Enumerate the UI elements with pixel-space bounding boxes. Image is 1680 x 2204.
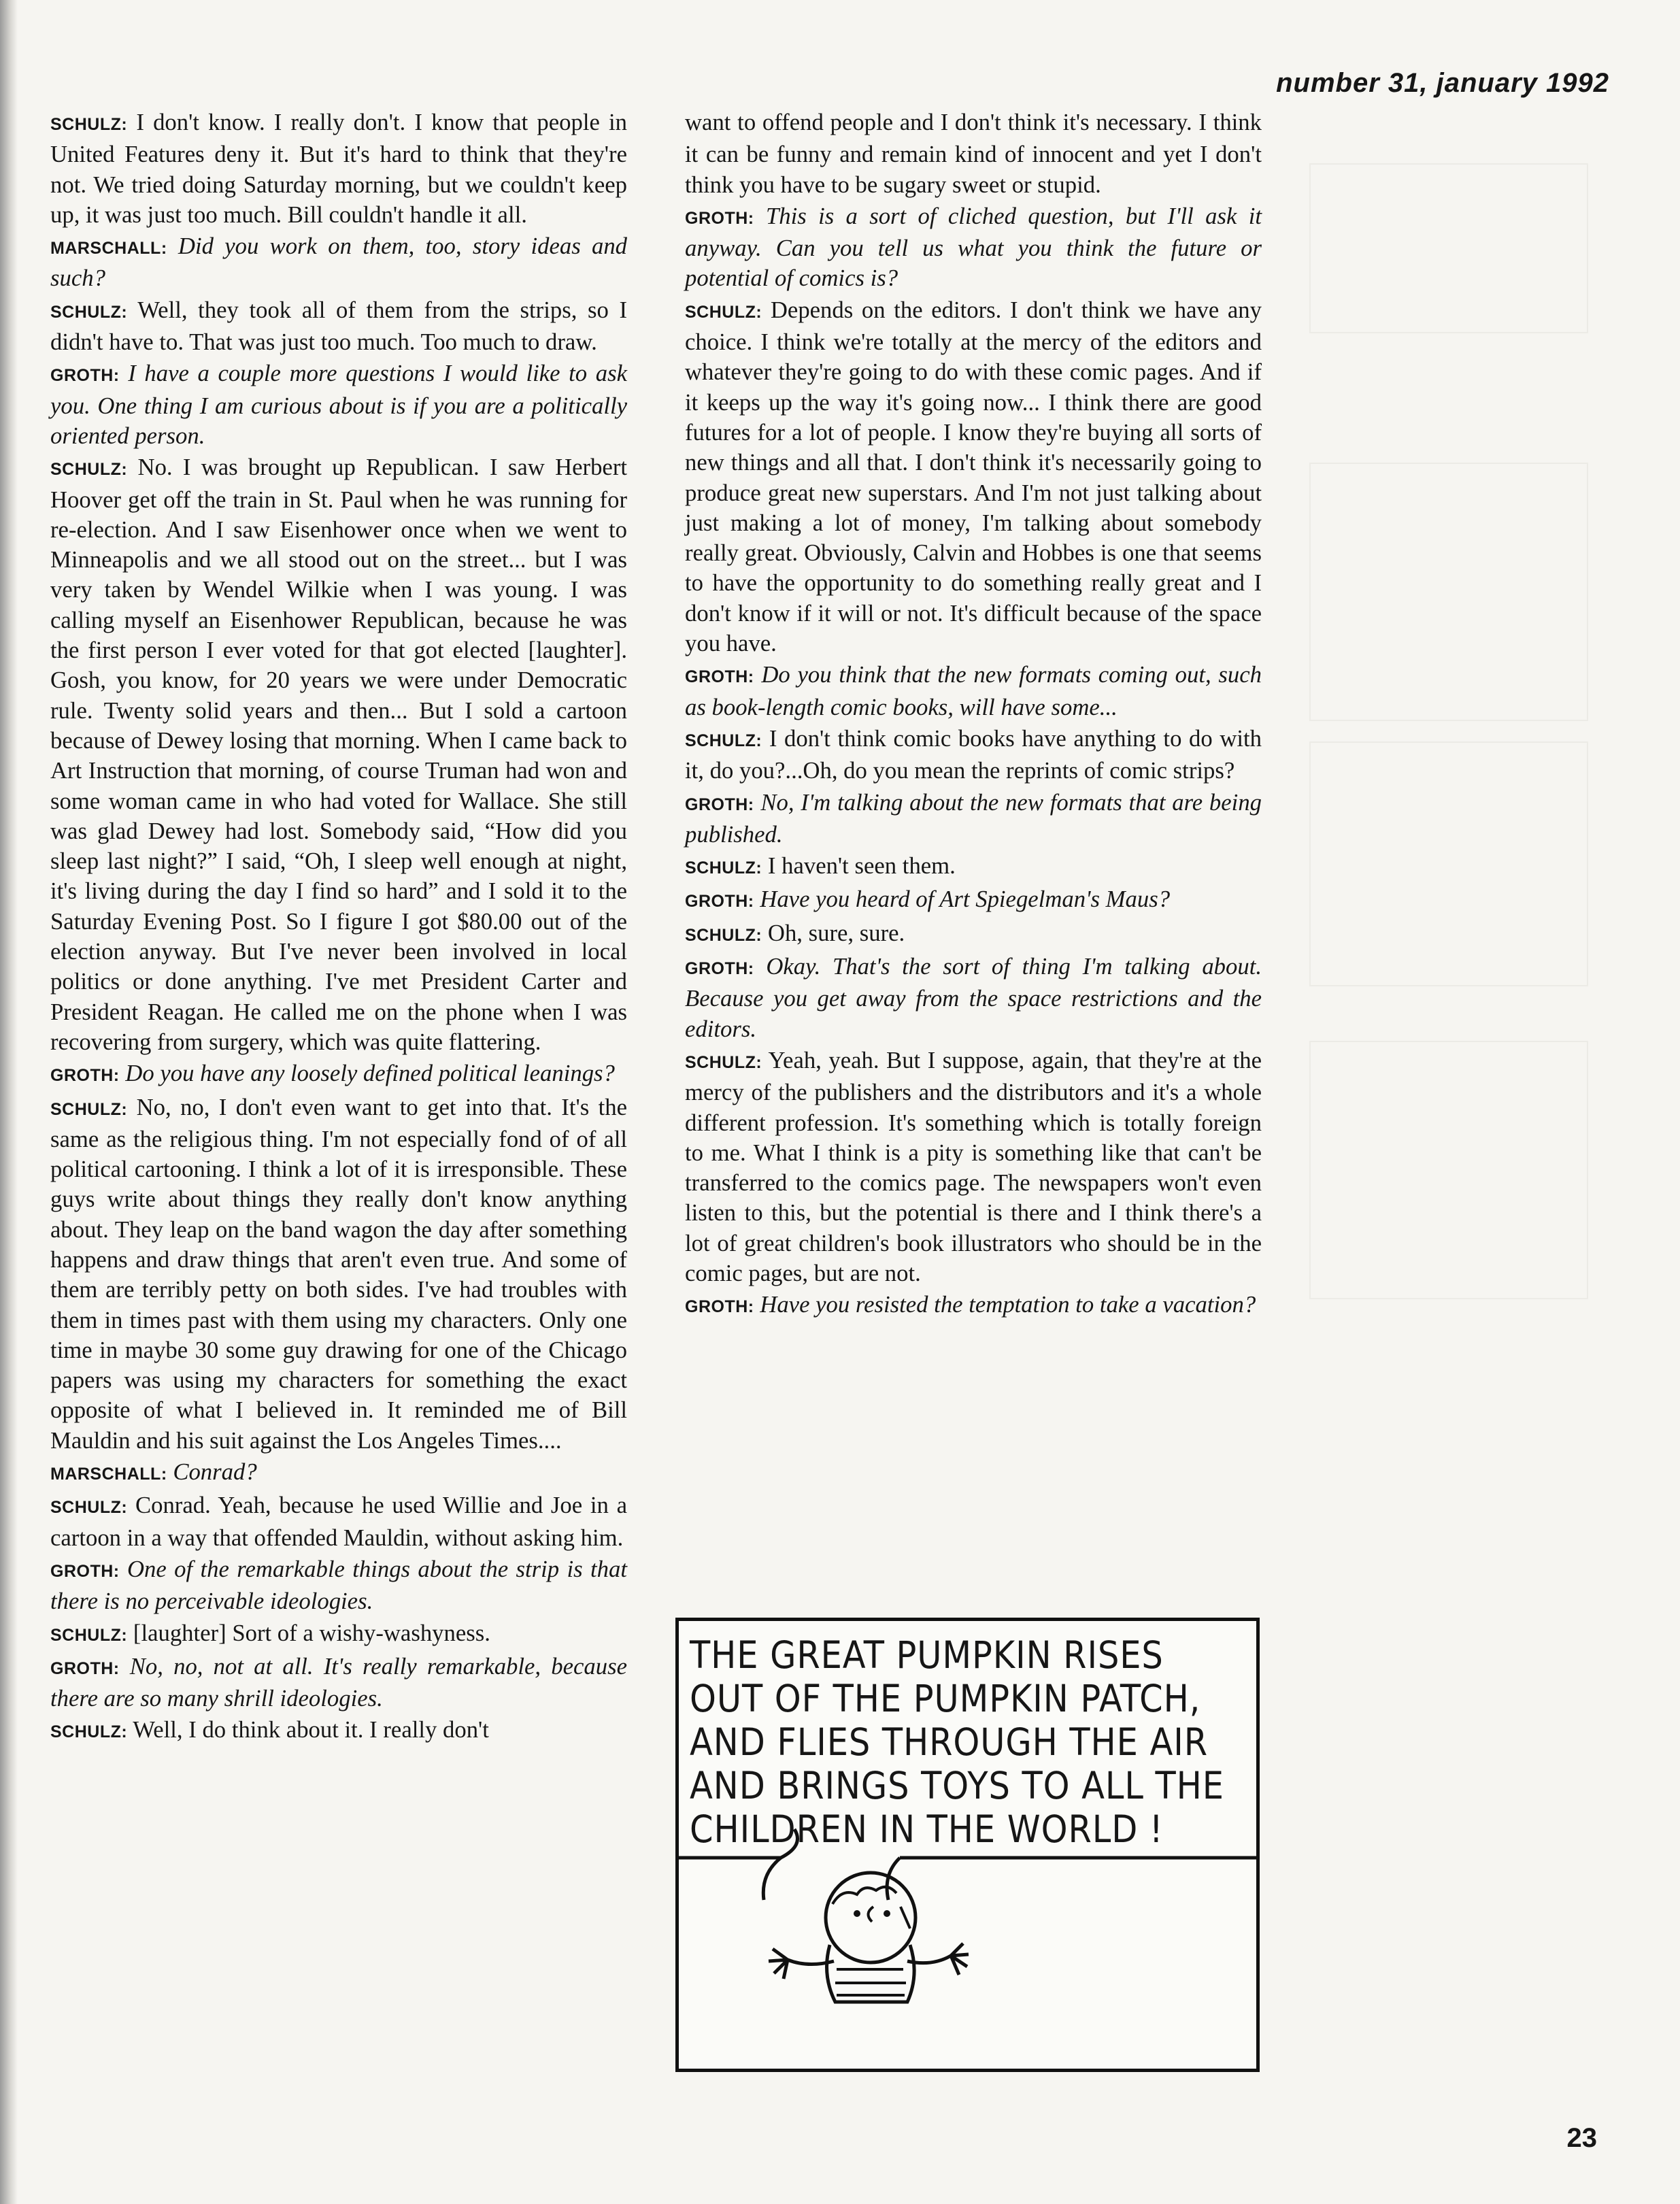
comic-caption-line: AND FLIES THROUGH THE AIR (690, 1720, 1209, 1764)
interview-paragraph (50, 452, 627, 1057)
paragraph-text: want to offend people and I don't think it's necessary. I think it can be funny and remain kind of innocent and yet I don't think you have to be sugary sweet or stupid. (685, 109, 1262, 198)
question-text: Do you have any loosely defined political leanings? (125, 1060, 615, 1087)
speaker-label: SCHULZ: (50, 302, 128, 322)
paragraph-text: Depends on the editors. I don't think we have any choice. I think we're totally at the mercy of the editors and whatever they're going to do with these comic pages. And if it keeps up the way it's going now... I think there are good futures for a lot of people. I know they're buying all sorts of new things and all that. I don't think it's necessarily going to produce great new superstars. And I'm not just talking about just making a lot of money, I'm talking about somebody really great. Obviously, Calvin and Hobbes is one that seems to have the opportunity to do something really great and I don't know if it will or not. It's difficult because of the space you have. (685, 296, 1262, 657)
interview-paragraph (50, 1554, 627, 1617)
question-text: Did you work on them, too, story ideas and such? (50, 233, 628, 292)
comic-caption-line: AND BRINGS TOYS TO ALL THE (690, 1764, 1224, 1807)
speaker-label: GROTH: (50, 1561, 120, 1581)
question-text: Have you heard of Art Spiegelman's Maus? (760, 886, 1171, 913)
interview-paragraph (685, 884, 1262, 916)
speaker-label: SCHULZ: (685, 731, 762, 750)
page-spine-shadow (0, 0, 18, 2204)
interview-paragraph (50, 231, 627, 294)
page-number: 23 (1566, 2123, 1597, 2153)
paragraph-text: I don't know. I really don't. I know that people in United Features deny it. But it's hard to think that they're not. We tried doing Saturday morning, but we couldn't keep up, it was just too much. Bill couldn't handle it all. (50, 109, 627, 228)
paragraph-text: Yeah, yeah. But I suppose, again, that they're at the mercy of the publishers and the distributors and it's a whole different profession. It's something which is totally foreign to me. What I think is a pity is something like that can't be transferred to the comics page. The newspapers won't even listen to this, but the potential is there and I think there's a lot of great children's book illustrators who should be in the comic pages, but are not. (685, 1046, 1262, 1286)
question-text: Do you think that the new formats coming out, such as book-length comic books, will have some... (685, 661, 1262, 720)
adjacent-page-bleed (1309, 163, 1588, 333)
speaker-label: GROTH: (685, 959, 754, 979)
speaker-label: GROTH: (685, 667, 754, 687)
adjacent-page-bleed (1309, 1041, 1588, 1299)
interview-paragraph (50, 1715, 627, 1747)
interview-paragraph (685, 1290, 1262, 1322)
speaker-label: MARSCHALL: (50, 239, 167, 258)
speaker-label: GROTH: (685, 795, 754, 814)
adjacent-page-bleed (1309, 463, 1588, 721)
paragraph-text: No. I was brought up Republican. I saw Herbert Hoover get off the train in St. Paul when he was running for re-election. And I saw Eisenhower once when we went to Minneapolis and we all stood out on the street... but I was very taken by Wendel Wilkie when I was young. I was calling myself an Eisenhower Republican, because he was the first person I ever voted for that got elected [laughter]. Gosh, you know, for 20 years we were under Democratic rule. Twenty solid years and then... But I sold a cartoon because of Dewey losing that morning. When I came back to Art Instruction that morning, of course Truman had won and some woman came in who had voted for Wallace. She still was glad Dewey had lost. Somebody said, “How did you sleep last night?” I said, “Oh, I sleep well enough at night, it's living during the day I find so hard” and I sold it to the Saturday Evening Post. So I figure I got $80.00 out of the election anyway. But I've never been involved in local politics or done anything. I've met President Carter and President Reagan. He called me on the phone when I was recovering from surgery, which was quite flattering. (50, 454, 628, 1055)
interview-paragraph (50, 107, 627, 230)
question-text: One of the remarkable things about the strip is that there is no perceivable ideologies. (50, 1555, 627, 1615)
linus-illustration (679, 1621, 1256, 2069)
speaker-label: SCHULZ: (50, 460, 128, 480)
question-text: No, I'm talking about the new formats that are being published. (685, 788, 1262, 848)
interview-paragraph (685, 107, 1262, 200)
speaker-label: GROTH: (50, 366, 120, 386)
speaker-label: SCHULZ: (685, 1052, 762, 1072)
paragraph-text: Oh, sure, sure. (767, 919, 905, 946)
speaker-label: GROTH: (50, 1658, 120, 1678)
speaker-label: GROTH: (50, 1066, 120, 1086)
speaker-label: GROTH: (685, 892, 754, 912)
question-text: I have a couple more questions I would like to ask you. One thing I am curious about is if you are a politically oriented person. (50, 360, 627, 449)
interview-paragraph (50, 1618, 627, 1650)
interview-paragraph (685, 724, 1262, 786)
interview-paragraph (685, 918, 1262, 950)
interview-paragraph (50, 1058, 627, 1090)
paragraph-text: Well, I do think about it. I really don't (133, 1716, 489, 1743)
issue-header: number 31, january 1992 (1276, 68, 1609, 98)
interview-paragraph (50, 1652, 627, 1714)
speaker-label: MARSCHALL: (50, 1465, 167, 1484)
interview-paragraph (685, 201, 1262, 294)
interview-paragraph (685, 788, 1262, 850)
interview-paragraph (685, 660, 1262, 722)
right-column (685, 107, 1262, 1324)
left-column (50, 107, 627, 1749)
paragraph-text: Well, they took all of them from the strips, so I didn't have to. That was just too much. Too much to draw. (50, 296, 628, 356)
interview-paragraph (50, 1457, 627, 1489)
paragraph-text: [laughter] Sort of a wishy-washyness. (133, 1619, 490, 1646)
speaker-label: SCHULZ: (685, 302, 762, 322)
question-text: No, no, not at all. It's really remarkable, because there are so many shrill ideologies. (50, 1652, 627, 1712)
speaker-label: SCHULZ: (50, 1498, 128, 1518)
interview-paragraph (50, 358, 627, 451)
question-text: This is a sort of cliched question, but I'll ask it anyway. Can you tell us what you think the future or potential of comics is? (685, 202, 1262, 292)
speaker-label: GROTH: (685, 1297, 754, 1317)
interview-paragraph (685, 1046, 1262, 1288)
interview-paragraph (685, 952, 1262, 1044)
question-text: Have you resisted the temptation to take a vacation? (760, 1291, 1256, 1318)
peanuts-comic-panel (675, 1618, 1260, 2072)
speaker-label: SCHULZ: (50, 1099, 128, 1119)
question-text: Okay. That's the sort of thing I'm talking about. Because you get away from the space restrictions and the editors. (685, 953, 1262, 1042)
comic-caption-line: CHILDREN IN THE WORLD ! (690, 1807, 1164, 1851)
question-text: Conrad? (173, 1458, 257, 1486)
interview-paragraph (50, 1490, 627, 1553)
speaker-label: SCHULZ: (685, 858, 762, 878)
interview-paragraph (50, 1092, 627, 1456)
comic-caption-line: THE GREAT PUMPKIN RISES (690, 1633, 1164, 1677)
interview-paragraph (685, 851, 1262, 883)
speaker-label: SCHULZ: (50, 1625, 128, 1645)
adjacent-page-bleed (1309, 741, 1588, 986)
comic-caption-line: OUT OF THE PUMPKIN PATCH, (690, 1677, 1201, 1720)
paragraph-text: Conrad. Yeah, because he used Willie and Joe in a cartoon in a way that offended Mauldin, without asking him. (50, 1492, 628, 1551)
interview-paragraph (685, 295, 1262, 659)
speaker-label: GROTH: (685, 208, 754, 228)
speaker-label: SCHULZ: (685, 925, 762, 945)
paragraph-text: I don't think comic books have anything to do with it, do you?...Oh, do you mean the reprints of comic strips? (685, 724, 1262, 784)
paragraph-text: I haven't seen them. (767, 852, 956, 880)
speaker-label: SCHULZ: (50, 1722, 128, 1742)
paragraph-text: No, no, I don't even want to get into that. It's the same as the religious thing. I'm not especially fond of of all political cartooning. I think a lot of it is irresponsible. These guys write about things they really don't know anything about. They leap on the band wagon the day after something happens and draw things that aren't even true. And some of them are terribly petty on both sides. I've had troubles with them in times past with them using my characters. Only one time in maybe 30 some guy drawing for one of the Chicago papers was using my characters for something the exact opposite of what I believed in. It reminded me of Bill Mauldin and his suit against the Los Angeles Times.... (50, 1093, 627, 1454)
speaker-label: SCHULZ: (50, 115, 128, 134)
interview-paragraph (50, 295, 627, 358)
